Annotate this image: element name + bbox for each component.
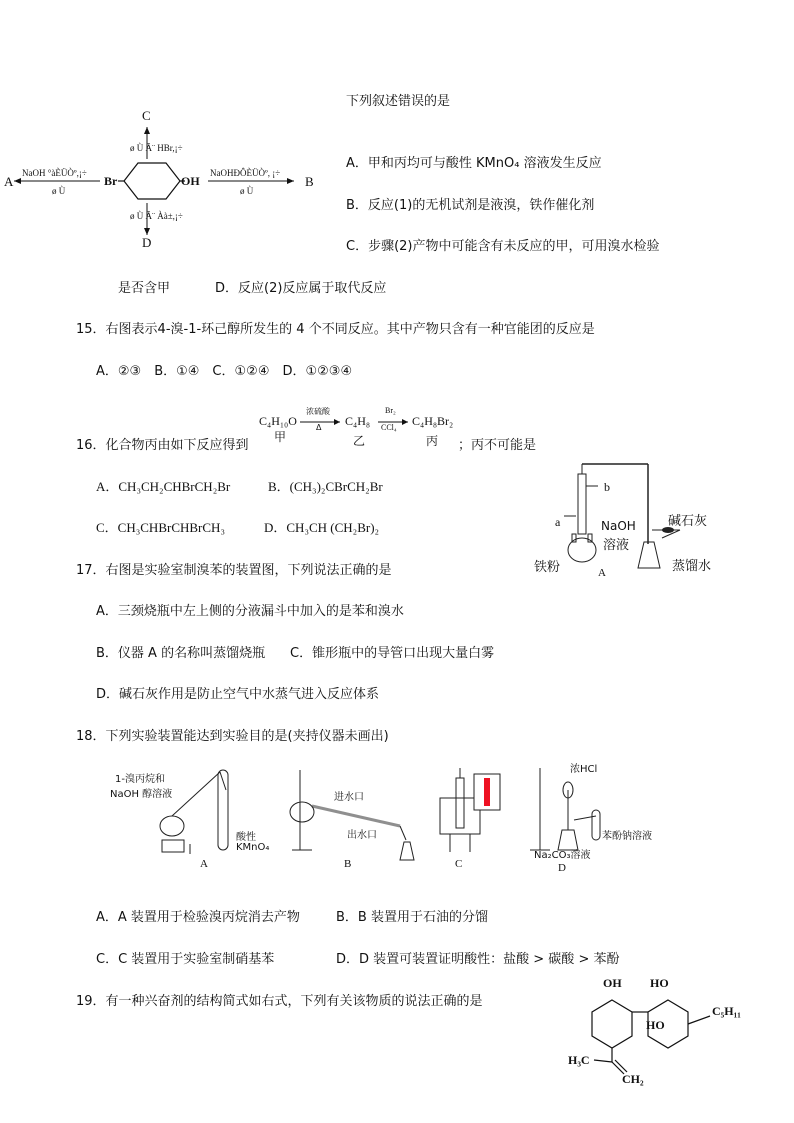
structure-drawing: [560, 980, 750, 1090]
product-a-label: A: [4, 174, 14, 189]
label-solution: 溶液: [603, 538, 630, 553]
condition-down: ø Ù Ã¨ Àà±,¡÷: [130, 211, 183, 221]
label-d-na2co3: Na₂CO₃溶液: [534, 850, 591, 861]
label-methyl: H₃C: [568, 1053, 590, 1067]
caption-c: C: [455, 858, 463, 870]
caption-a: A: [200, 858, 208, 870]
caption-d: D: [558, 862, 566, 874]
question-18-option-d: D．D 装置可装置证明酸性：盐酸 > 碳酸 > 苯酚: [336, 952, 620, 967]
question-14-option-c: C．步骤(2)产物中可能含有未反应的甲，可用溴水检验: [346, 239, 660, 254]
product-c4h8br2: C₄H₈Br₂: [412, 414, 454, 428]
condition-left-top: NaOH °àÈÜÒº,¡÷: [22, 168, 87, 178]
label-d-conc-hcl: 浓HCl: [570, 764, 598, 775]
label-jia: 甲: [274, 430, 287, 444]
question-17-option-a: A．三颈烧瓶中左上侧的分液漏斗中加入的是苯和溴水: [96, 604, 404, 619]
apparatus-drawing: [550, 460, 740, 580]
label-methylene: CH₂: [622, 1072, 644, 1086]
question-15-options: A．②③ B．①④ C．①②④ D．①②③④: [96, 364, 353, 379]
condition-up: ø Ù Ã¨ HBr,¡÷: [130, 143, 183, 153]
product-c-label: C: [142, 108, 151, 123]
label-flask-a: A: [598, 567, 606, 579]
condition-right-bottom: ø Ù: [240, 186, 254, 196]
question-17-option-d: D．碱石灰作用是防止空气中水蒸气进入反应体系: [96, 687, 380, 702]
reaction-arrows-svg: [0, 105, 340, 255]
label-oh-1: OH: [603, 976, 622, 990]
question-14-option-d: D．反应(2)反应属于取代反应: [215, 281, 387, 296]
question-15-stem: 15．右图表示4-溴-1-环己醇所发生的 4 个不同反应。其中产物只含有一种官能团的反应是: [76, 322, 595, 337]
question-18-option-a: A．A 装置用于检验溴丙烷消去产物: [96, 910, 300, 925]
condition-br2: Br₂: [385, 406, 396, 415]
label-pentyl: C₅H₁₁: [712, 1004, 741, 1018]
question-19-stem: 19．有一种兴奋剂的结构简式如右式，下列有关该物质的说法正确的是: [76, 994, 483, 1009]
label-distilled-water: 蒸馏水: [672, 559, 712, 574]
condition-right-top: NaOHÐÔÈÜÒº, ¡÷: [210, 168, 281, 178]
label-a-reactants-1: 1-溴丙烷和: [115, 774, 165, 785]
product-b-label: B: [305, 174, 314, 189]
condition-conc-h2so4: 浓硫酸: [306, 407, 330, 416]
question-16-option-c: C．CH₃CHBrCHBrCH₃: [96, 520, 225, 535]
label-ho-3: HO: [646, 1018, 665, 1032]
question-17-option-b: B．仪器 A 的名称叫蒸馏烧瓶: [96, 646, 266, 661]
question-16-option-b: B．(CH₃)₂CBrCH₂Br: [268, 479, 383, 494]
label-yi: 乙: [353, 434, 366, 448]
label-a-funnel: a: [555, 515, 561, 529]
cyclohexane-ring: [124, 163, 180, 199]
question-16-option-a: A．CH₃CH₂CHBrCH₂Br: [96, 479, 231, 494]
question-14-option-a: A．甲和丙均可与酸性 KMnO₄ 溶液发生反应: [346, 156, 602, 171]
question-18-stem: 18．下列实验装置能达到实验目的是(夹持仪器未画出): [76, 729, 389, 744]
condition-left-bottom: ø Ù: [52, 186, 66, 196]
intermediate-c4h8: C₄H₈: [345, 414, 371, 428]
label-b-water-out: 出水口: [347, 830, 377, 841]
reactant-c4h10o: C₄H₁₀O: [259, 414, 297, 428]
question-16-tail: ；丙不可能是: [458, 438, 537, 453]
question-14-stem: 下列叙述错误的是: [346, 94, 451, 109]
label-bing: 丙: [426, 434, 439, 448]
bromo-group: Br: [104, 174, 118, 188]
question-14-option-c-continued: 是否含甲: [118, 281, 171, 296]
label-naoh: NaOH: [601, 519, 636, 533]
label-d-sodium-phenoxide: 苯酚钠溶液: [602, 831, 652, 842]
condition-heat: Δ: [316, 423, 322, 432]
question-18-option-b: B．B 装置用于石油的分馏: [336, 910, 488, 925]
question-16-option-d: D．CH₃CH (CH₂Br)₂: [264, 520, 380, 535]
question-17-stem: 17．右图是实验室制溴苯的装置图，下列说法正确的是: [76, 563, 392, 578]
label-iron-powder: 铁粉: [534, 560, 561, 575]
question-17-option-c: C．锥形瓶中的导管口出现大量白雾: [290, 646, 495, 661]
label-a-acidic: 酸性: [236, 832, 256, 843]
question-14-option-b: B．反应(1)的无机试剂是液溴，铁作催化剂: [346, 198, 595, 213]
label-b-water-in: 进水口: [334, 792, 364, 803]
product-d-label: D: [142, 235, 152, 250]
question-18-option-c: C．C 装置用于实验室制硝基苯: [96, 952, 275, 967]
condition-ccl4: CCl₄: [381, 423, 397, 432]
caption-b: B: [344, 858, 352, 870]
label-soda-lime: 碱石灰: [668, 514, 708, 529]
question-16-stem: 16．化合物丙由如下反应得到: [76, 438, 249, 453]
label-a-reactants-2: NaOH 醇溶液: [110, 789, 173, 800]
label-b-outlet: b: [604, 480, 610, 494]
label-ho-2: HO: [650, 976, 669, 990]
hydroxyl-group: OH: [181, 174, 200, 188]
label-a-kmno4: KMnO₄: [236, 842, 270, 853]
